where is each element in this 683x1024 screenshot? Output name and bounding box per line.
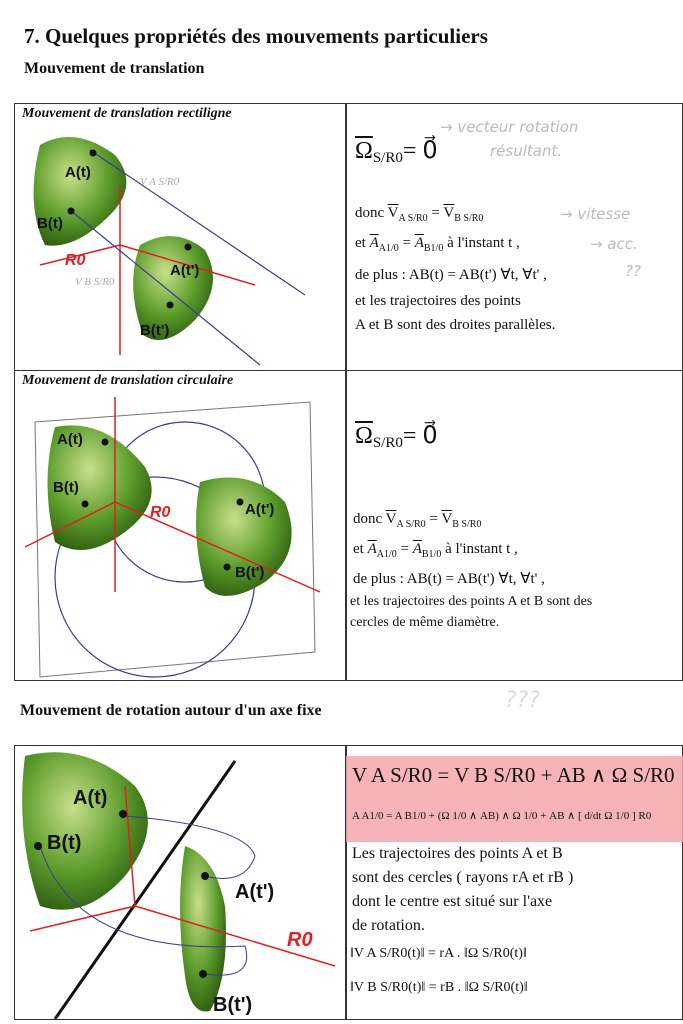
svg-text:B(t): B(t) <box>53 479 79 496</box>
svg-text:A(t): A(t) <box>65 164 91 181</box>
svg-text:B(t'): B(t') <box>213 994 253 1016</box>
text-line: et les trajectoires des points A et B sont des <box>350 594 593 609</box>
text-line: sont des cercles ( rayons rA et rB ) <box>352 869 574 886</box>
handwritten-note: → vecteur rotation <box>440 118 579 136</box>
zero-vector: = 0⃗ <box>402 423 438 449</box>
handwritten-note: ?? <box>625 262 641 280</box>
handwritten-note: ??? <box>505 688 541 713</box>
section-heading: Mouvement de rotation autour d'un axe fixe <box>20 702 322 719</box>
rectiligne-diagram <box>15 125 345 370</box>
omega: $\overline{\Omega}$ <box>355 138 373 164</box>
eq-acceleration: et $\overline{A}_{A1/0} = \overline{A}_{B1/0}$ à l'instant t , <box>355 235 520 254</box>
svg-text:A(t'): A(t') <box>235 881 275 903</box>
svg-text:V A S/R0: V A S/R0 <box>140 176 180 188</box>
section-heading: Mouvement de translation <box>24 60 205 77</box>
svg-text:B(t): B(t) <box>37 215 63 232</box>
svg-text:A(t): A(t) <box>73 787 108 809</box>
zero-vector: = 0⃗ <box>402 138 438 164</box>
eq-acceleration-rotation: A A1/0 = A B1/0 + (Ω 1/0 ∧ AB) ∧ Ω 1/0 + AB ∧ [ d/dt Ω 1/0 ] R0 <box>352 810 652 822</box>
svg-text:R0: R0 <box>65 252 86 269</box>
divider <box>345 370 347 681</box>
caption: Mouvement de translation circulaire <box>22 373 234 388</box>
svg-text:V B S/R0: V B S/R0 <box>75 276 115 288</box>
svg-text:R0: R0 <box>287 929 313 951</box>
handwritten-note: résultant. <box>490 142 563 160</box>
text-line: cercles de même diamètre. <box>350 615 500 630</box>
omega: $\overline{\Omega}$ <box>355 423 373 449</box>
eq-velocity-rotation: V A S/R0 = V B S/R0 + AB ∧ Ω S/R0 <box>352 763 675 787</box>
text-line: Les trajectoires des points A et B <box>352 845 563 862</box>
divider <box>345 103 347 371</box>
eq-acceleration: et $\overline{A}_{A1/0} = \overline{A}_{B1/0}$ à l'instant t , <box>353 541 518 560</box>
svg-text:A(t'): A(t') <box>170 262 200 279</box>
eq-velocity: donc $\overline{V}_{A S/R0} = \overline{V}_{B S/R0}$ <box>353 511 482 530</box>
text-line: A et B sont des droites parallèles. <box>355 317 556 333</box>
svg-text:B(t'): B(t') <box>235 564 265 581</box>
handwritten-note: → vitesse <box>560 205 631 223</box>
svg-text:A(t): A(t) <box>57 431 83 448</box>
svg-text:A(t'): A(t') <box>245 501 275 518</box>
solid-shape <box>180 846 226 1012</box>
caption: Mouvement de translation rectiligne <box>22 106 232 121</box>
norm-eq-a: ‖V A S/R0(t)‖ = rA . ‖Ω S/R0(t)‖ <box>350 946 527 961</box>
norm-eq-b: ‖V B S/R0(t)‖ = rB . ‖Ω S/R0(t)‖ <box>350 980 528 995</box>
text-line: de plus : AB(t) = AB(t') ∀t, ∀t' , <box>353 571 545 587</box>
handwritten-note: → acc. <box>590 235 638 253</box>
text-line: de plus : AB(t) = AB(t') ∀t, ∀t' , <box>355 267 547 283</box>
omega-sub: S/R0 <box>372 150 403 166</box>
rotation-diagram <box>15 746 345 1019</box>
page-title: 7. Quelques propriétés des mouvements particuliers <box>24 24 488 48</box>
text-line: et les trajectoires des points <box>355 293 521 309</box>
svg-text:R0: R0 <box>150 504 171 521</box>
text-line: de rotation. <box>352 917 425 934</box>
text-line: dont le centre est situé sur l'axe <box>352 893 553 910</box>
svg-text:B(t'): B(t') <box>140 322 170 339</box>
svg-text:B(t): B(t) <box>47 832 82 854</box>
eq-velocity: donc $\overline{V}_{A S/R0} = \overline{V}_{B S/R0}$ <box>355 205 484 224</box>
circulaire-diagram <box>15 392 345 680</box>
omega-sub: S/R0 <box>372 435 403 451</box>
